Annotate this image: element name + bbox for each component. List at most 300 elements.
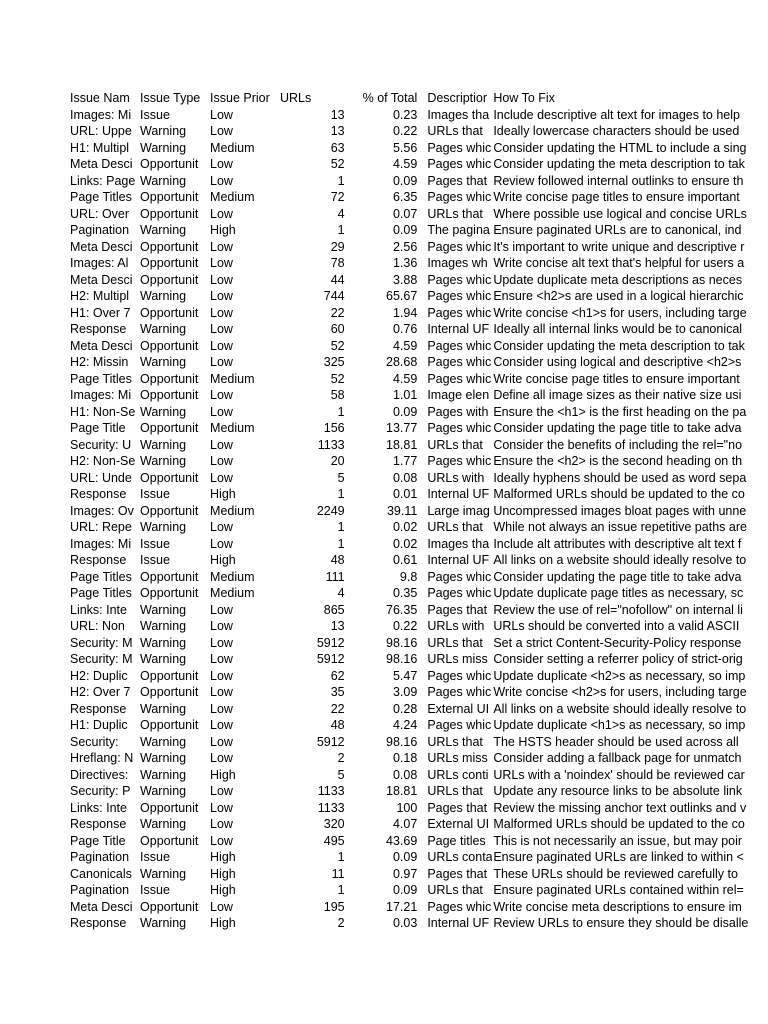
cell-urls[interactable]: 495 bbox=[323, 833, 345, 848]
cell-issue-type[interactable]: Warning bbox=[140, 602, 187, 617]
cell-percent-total[interactable]: 2.56 bbox=[392, 239, 418, 254]
cell-issue-name[interactable]: Pagination bbox=[70, 850, 130, 864]
cell-urls[interactable]: 35 bbox=[330, 685, 345, 699]
cell-issue-priority[interactable]: Low bbox=[210, 157, 233, 171]
cell-description[interactable]: URLs miss bbox=[427, 751, 488, 765]
cell-description[interactable]: Pages whic bbox=[427, 569, 492, 584]
cell-issue-type[interactable]: Issue bbox=[140, 850, 170, 864]
cell-issue-name[interactable]: Images: Al bbox=[70, 256, 129, 270]
cell-issue-name[interactable]: Meta Desci bbox=[70, 157, 133, 171]
cell-description[interactable]: URLs conta bbox=[427, 850, 493, 864]
cell-how-to-fix[interactable]: All links on a website should ideally resolve to bbox=[493, 701, 747, 716]
cell-how-to-fix[interactable]: Ensure the <h1> is the first heading on the pa bbox=[493, 404, 747, 419]
cell-issue-name[interactable]: URL: Unde bbox=[70, 470, 132, 485]
cell-percent-total[interactable]: 0.08 bbox=[392, 470, 418, 485]
cell-percent-total[interactable]: 1.94 bbox=[392, 305, 418, 320]
cell-how-to-fix[interactable]: Write concise page titles to ensure important bbox=[493, 371, 740, 386]
cell-issue-name[interactable]: Page Title bbox=[70, 833, 126, 848]
cell-issue-priority[interactable]: Low bbox=[210, 173, 233, 188]
cell-issue-name[interactable]: H2: Non-Se bbox=[70, 454, 136, 468]
cell-issue-priority[interactable]: Low bbox=[210, 652, 233, 666]
cell-description[interactable]: URLs that bbox=[427, 734, 483, 749]
cell-urls[interactable]: 1 bbox=[337, 404, 345, 419]
cell-issue-type[interactable]: Warning bbox=[140, 817, 187, 831]
cell-urls[interactable]: 1 bbox=[337, 520, 345, 534]
cell-percent-total[interactable]: 0.97 bbox=[392, 866, 418, 881]
cell-how-to-fix[interactable]: URLs should be converted into a valid ASCII bbox=[493, 619, 740, 633]
cell-issue-priority[interactable]: Low bbox=[210, 701, 233, 716]
cell-issue-type[interactable]: Warning bbox=[140, 784, 187, 798]
cell-urls[interactable]: 29 bbox=[330, 239, 345, 254]
cell-issue-priority[interactable]: Low bbox=[210, 602, 233, 617]
cell-percent-total[interactable]: 0.22 bbox=[392, 619, 418, 633]
cell-percent-total[interactable]: 76.35 bbox=[386, 602, 418, 617]
cell-description[interactable]: Pages whic bbox=[427, 338, 492, 353]
cell-percent-total[interactable]: 0.35 bbox=[392, 586, 418, 600]
cell-issue-type[interactable]: Warning bbox=[140, 734, 187, 749]
cell-issue-type[interactable]: Opportunit bbox=[140, 899, 199, 914]
cell-percent-total[interactable]: 3.09 bbox=[392, 685, 418, 699]
cell-issue-name[interactable]: Meta Desci bbox=[70, 338, 133, 353]
cell-percent-total[interactable]: 5.56 bbox=[392, 140, 418, 155]
cell-issue-type[interactable]: Opportunit bbox=[140, 685, 199, 699]
cell-description[interactable]: Pages that bbox=[427, 866, 488, 881]
cell-percent-total[interactable]: 100 bbox=[396, 800, 418, 815]
cell-issue-priority[interactable]: Low bbox=[210, 635, 233, 650]
cell-percent-total[interactable]: 0.07 bbox=[392, 206, 418, 221]
cell-issue-type[interactable]: Warning bbox=[140, 767, 187, 782]
cell-description[interactable]: URLs that bbox=[427, 437, 483, 452]
cell-percent-total[interactable]: 98.16 bbox=[386, 734, 418, 749]
cell-issue-type[interactable]: Issue bbox=[140, 487, 170, 501]
cell-urls[interactable]: 5912 bbox=[316, 652, 345, 666]
cell-how-to-fix[interactable]: Update duplicate meta descriptions as neces bbox=[493, 272, 743, 287]
cell-how-to-fix[interactable]: Write concise alt text that's helpful for users a bbox=[493, 256, 745, 270]
cell-urls[interactable]: 52 bbox=[330, 371, 345, 386]
cell-issue-priority[interactable]: High bbox=[210, 553, 236, 567]
header-issue-priority[interactable]: Issue Prior bbox=[210, 91, 270, 105]
header-issue-type[interactable]: Issue Type bbox=[140, 91, 201, 105]
cell-percent-total[interactable]: 0.28 bbox=[392, 701, 418, 716]
cell-issue-name[interactable]: Response bbox=[70, 553, 127, 567]
cell-description[interactable]: Pages whic bbox=[427, 421, 492, 435]
cell-description[interactable]: Pages whic bbox=[427, 140, 492, 155]
cell-percent-total[interactable]: 98.16 bbox=[386, 635, 418, 650]
cell-issue-type[interactable]: Opportunit bbox=[140, 190, 199, 204]
cell-issue-priority[interactable]: High bbox=[210, 850, 236, 864]
cell-issue-priority[interactable]: Low bbox=[210, 800, 233, 815]
cell-percent-total[interactable]: 4.24 bbox=[392, 718, 418, 732]
cell-issue-name[interactable]: Response bbox=[70, 817, 127, 831]
cell-issue-type[interactable]: Warning bbox=[140, 520, 187, 534]
cell-issue-type[interactable]: Opportunit bbox=[140, 586, 199, 600]
cell-urls[interactable]: 5912 bbox=[316, 635, 345, 650]
cell-how-to-fix[interactable]: Update duplicate <h2>s as necessary, so imp bbox=[493, 668, 746, 683]
cell-percent-total[interactable]: 4.59 bbox=[392, 157, 418, 171]
cell-description[interactable]: URLs that bbox=[427, 520, 483, 534]
cell-issue-name[interactable]: URL: Non bbox=[70, 619, 125, 633]
cell-issue-priority[interactable]: High bbox=[210, 767, 236, 782]
cell-urls[interactable]: 22 bbox=[330, 305, 345, 320]
cell-urls[interactable]: 1133 bbox=[317, 784, 345, 798]
cell-issue-type[interactable]: Warning bbox=[140, 173, 187, 188]
cell-percent-total[interactable]: 0.02 bbox=[392, 536, 418, 551]
cell-description[interactable]: Large imag bbox=[427, 503, 490, 518]
cell-percent-total[interactable]: 9.8 bbox=[399, 569, 418, 584]
cell-how-to-fix[interactable]: Malformed URLs should be updated to the co bbox=[493, 817, 745, 831]
cell-issue-name[interactable]: Response bbox=[70, 487, 127, 501]
cell-issue-name[interactable]: Page Titles bbox=[70, 190, 132, 204]
cell-how-to-fix[interactable]: Review the use of rel="nofollow" on internal li bbox=[493, 602, 743, 617]
cell-issue-type[interactable]: Opportunit bbox=[140, 470, 199, 485]
cell-percent-total[interactable]: 4.59 bbox=[392, 338, 418, 353]
cell-description[interactable]: Pages whic bbox=[427, 190, 492, 204]
cell-issue-name[interactable]: Security: bbox=[70, 734, 119, 749]
cell-how-to-fix[interactable]: Consider updating the page title to take adva bbox=[493, 421, 742, 435]
cell-urls[interactable]: 44 bbox=[330, 272, 345, 287]
cell-how-to-fix[interactable]: Write concise <h1>s for users, including targe bbox=[493, 305, 747, 320]
cell-description[interactable]: Pages whic bbox=[427, 371, 492, 386]
cell-issue-name[interactable]: Security: M bbox=[70, 652, 133, 666]
cell-urls[interactable]: 156 bbox=[323, 421, 345, 435]
cell-how-to-fix[interactable]: Ensure paginated URLs contained within rel= bbox=[493, 883, 744, 897]
cell-percent-total[interactable]: 1.01 bbox=[392, 388, 418, 402]
cell-how-to-fix[interactable]: Consider adding a fallback page for unmatch bbox=[493, 751, 742, 765]
cell-issue-priority[interactable]: High bbox=[210, 916, 236, 930]
cell-percent-total[interactable]: 18.81 bbox=[386, 784, 418, 798]
cell-issue-priority[interactable]: Low bbox=[210, 289, 233, 303]
cell-percent-total[interactable]: 1.36 bbox=[392, 256, 418, 270]
header-urls[interactable]: URLs bbox=[279, 91, 312, 105]
cell-how-to-fix[interactable]: Include descriptive alt text for images to help bbox=[493, 107, 740, 122]
cell-issue-type[interactable]: Warning bbox=[140, 437, 187, 452]
cell-how-to-fix[interactable]: Ensure paginated URLs are linked to within < bbox=[493, 850, 744, 864]
cell-percent-total[interactable]: 3.88 bbox=[392, 272, 418, 287]
cell-how-to-fix[interactable]: Include alt attributes with descriptive alt text f bbox=[493, 536, 742, 551]
cell-how-to-fix[interactable]: Ensure <h2>s are used in a logical hierarchic bbox=[493, 289, 744, 303]
cell-issue-name[interactable]: Response bbox=[70, 322, 127, 336]
cell-issue-type[interactable]: Warning bbox=[140, 355, 187, 369]
cell-description[interactable]: Pages whic bbox=[427, 289, 492, 303]
cell-how-to-fix[interactable]: Ensure paginated URLs are to canonical, ind bbox=[493, 223, 742, 237]
cell-issue-priority[interactable]: Medium bbox=[210, 140, 255, 155]
cell-issue-priority[interactable]: Low bbox=[210, 338, 233, 353]
cell-percent-total[interactable]: 0.61 bbox=[392, 553, 418, 567]
cell-issue-priority[interactable]: Low bbox=[210, 272, 233, 287]
cell-issue-name[interactable]: Images: Mi bbox=[70, 388, 132, 402]
cell-percent-total[interactable]: 4.59 bbox=[392, 371, 418, 386]
cell-issue-type[interactable]: Warning bbox=[140, 635, 187, 650]
cell-issue-type[interactable]: Opportunit bbox=[140, 305, 199, 320]
cell-percent-total[interactable]: 98.16 bbox=[386, 652, 418, 666]
cell-description[interactable]: Pages whic bbox=[427, 685, 492, 699]
cell-urls[interactable]: 1133 bbox=[317, 437, 345, 452]
header-percent-total[interactable]: % of Total bbox=[362, 91, 418, 105]
cell-issue-type[interactable]: Opportunit bbox=[140, 833, 199, 848]
cell-issue-name[interactable]: Links: Page bbox=[70, 173, 136, 188]
cell-urls[interactable]: 13 bbox=[330, 124, 345, 138]
cell-issue-priority[interactable]: Low bbox=[210, 520, 233, 534]
cell-percent-total[interactable]: 43.69 bbox=[386, 833, 418, 848]
cell-urls[interactable]: 5 bbox=[337, 470, 345, 485]
cell-issue-name[interactable]: Meta Desci bbox=[70, 272, 133, 287]
cell-issue-name[interactable]: Security: U bbox=[70, 437, 132, 452]
cell-how-to-fix[interactable]: The HSTS header should be used across all bbox=[493, 734, 739, 749]
cell-urls[interactable]: 2249 bbox=[316, 503, 345, 518]
cell-how-to-fix[interactable]: Review URLs to ensure they should be disalle bbox=[493, 916, 749, 930]
cell-percent-total[interactable]: 5.47 bbox=[392, 668, 418, 683]
cell-description[interactable]: Pages whic bbox=[427, 668, 492, 683]
cell-percent-total[interactable]: 1.77 bbox=[392, 454, 418, 468]
cell-issue-priority[interactable]: Low bbox=[210, 124, 233, 138]
cell-description[interactable]: URLs that bbox=[427, 883, 483, 897]
cell-how-to-fix[interactable]: All links on a website should ideally resolve to bbox=[493, 553, 747, 567]
cell-issue-type[interactable]: Opportunit bbox=[140, 206, 199, 221]
cell-percent-total[interactable]: 0.23 bbox=[392, 107, 418, 122]
cell-issue-priority[interactable]: Low bbox=[210, 718, 233, 732]
cell-how-to-fix[interactable]: Consider updating the meta description to tak bbox=[493, 157, 745, 171]
cell-issue-priority[interactable]: Medium bbox=[210, 371, 255, 386]
cell-issue-type[interactable]: Opportunit bbox=[140, 157, 199, 171]
cell-urls[interactable]: 4 bbox=[337, 206, 345, 221]
cell-issue-type[interactable]: Opportunit bbox=[140, 239, 199, 254]
cell-issue-type[interactable]: Warning bbox=[140, 866, 187, 881]
cell-issue-priority[interactable]: Low bbox=[210, 256, 233, 270]
cell-issue-priority[interactable]: Low bbox=[210, 751, 233, 765]
cell-how-to-fix[interactable]: While not always an issue repetitive paths are bbox=[493, 520, 747, 534]
cell-issue-priority[interactable]: Low bbox=[210, 437, 233, 452]
cell-issue-priority[interactable]: High bbox=[210, 883, 236, 897]
cell-urls[interactable]: 60 bbox=[330, 322, 345, 336]
cell-issue-priority[interactable]: High bbox=[210, 866, 236, 881]
cell-issue-type[interactable]: Issue bbox=[140, 536, 170, 551]
cell-urls[interactable]: 1 bbox=[337, 223, 345, 237]
cell-how-to-fix[interactable]: Consider updating the meta description to tak bbox=[493, 338, 745, 353]
cell-issue-priority[interactable]: Low bbox=[210, 355, 233, 369]
cell-description[interactable]: URLs miss bbox=[427, 652, 488, 666]
cell-how-to-fix[interactable]: Write concise meta descriptions to ensure im bbox=[493, 899, 742, 914]
cell-urls[interactable]: 1 bbox=[337, 536, 345, 551]
cell-issue-name[interactable]: Page Titles bbox=[70, 586, 132, 600]
cell-issue-name[interactable]: URL: Over bbox=[70, 206, 130, 221]
cell-issue-priority[interactable]: Low bbox=[210, 784, 233, 798]
cell-percent-total[interactable]: 0.08 bbox=[392, 767, 418, 782]
cell-issue-name[interactable]: Canonicals bbox=[70, 866, 132, 881]
cell-urls[interactable]: 744 bbox=[323, 289, 345, 303]
cell-description[interactable]: URLs with bbox=[427, 619, 485, 633]
cell-urls[interactable]: 22 bbox=[330, 701, 345, 716]
cell-description[interactable]: Image elen bbox=[427, 388, 490, 402]
cell-description[interactable]: URLs conti bbox=[427, 767, 489, 782]
cell-description[interactable]: Pages whic bbox=[427, 454, 492, 468]
cell-issue-type[interactable]: Warning bbox=[140, 619, 187, 633]
cell-description[interactable]: Page titles bbox=[427, 833, 486, 848]
cell-description[interactable]: URLs with bbox=[427, 470, 485, 485]
cell-issue-type[interactable]: Warning bbox=[140, 223, 187, 237]
cell-urls[interactable]: 62 bbox=[330, 668, 345, 683]
cell-how-to-fix[interactable]: Write concise page titles to ensure important bbox=[493, 190, 740, 204]
cell-issue-name[interactable]: H1: Multipl bbox=[70, 140, 130, 155]
cell-percent-total[interactable]: 0.18 bbox=[392, 751, 418, 765]
cell-issue-name[interactable]: Response bbox=[70, 701, 127, 716]
cell-how-to-fix[interactable]: Ideally lowercase characters should be used bbox=[493, 124, 740, 138]
cell-how-to-fix[interactable]: Consider setting a referrer policy of strict-orig bbox=[493, 652, 743, 666]
cell-issue-type[interactable]: Warning bbox=[140, 652, 187, 666]
cell-urls[interactable]: 11 bbox=[331, 866, 345, 881]
cell-urls[interactable]: 58 bbox=[330, 388, 345, 402]
cell-urls[interactable]: 78 bbox=[330, 256, 345, 270]
cell-issue-name[interactable]: H1: Duplic bbox=[70, 718, 128, 732]
cell-issue-type[interactable]: Opportunit bbox=[140, 272, 199, 287]
cell-description[interactable]: Pages whic bbox=[427, 239, 492, 254]
cell-issue-type[interactable]: Opportunit bbox=[140, 800, 199, 815]
cell-description[interactable]: External UI bbox=[427, 701, 490, 716]
cell-issue-name[interactable]: H2: Missin bbox=[70, 355, 129, 369]
cell-issue-priority[interactable]: High bbox=[210, 487, 236, 501]
cell-how-to-fix[interactable]: This is not necessarily an issue, but may poir bbox=[493, 833, 743, 848]
cell-description[interactable]: Pages that bbox=[427, 800, 488, 815]
cell-issue-name[interactable]: Security: M bbox=[70, 635, 133, 650]
cell-issue-priority[interactable]: Medium bbox=[210, 569, 255, 584]
cell-urls[interactable]: 320 bbox=[323, 817, 345, 831]
cell-issue-name[interactable]: H2: Multipl bbox=[70, 289, 130, 303]
cell-issue-priority[interactable]: Low bbox=[210, 322, 233, 336]
cell-percent-total[interactable]: 0.76 bbox=[392, 322, 418, 336]
cell-issue-name[interactable]: Pagination bbox=[70, 883, 130, 897]
cell-description[interactable]: Images tha bbox=[427, 536, 490, 551]
cell-issue-name[interactable]: H1: Over 7 bbox=[70, 305, 131, 320]
cell-how-to-fix[interactable]: Ideally hyphens should be used as word sepa bbox=[493, 470, 747, 485]
cell-how-to-fix[interactable]: Update duplicate page titles as necessary, sc bbox=[493, 586, 744, 600]
cell-issue-type[interactable]: Warning bbox=[140, 404, 187, 419]
cell-how-to-fix[interactable]: Consider the benefits of including the rel="no bbox=[493, 437, 743, 452]
cell-issue-name[interactable]: Response bbox=[70, 916, 127, 930]
cell-issue-type[interactable]: Warning bbox=[140, 916, 187, 930]
cell-description[interactable]: Pages with bbox=[427, 404, 489, 419]
header-issue-name[interactable]: Issue Nam bbox=[70, 91, 130, 105]
cell-issue-priority[interactable]: Low bbox=[210, 388, 233, 402]
cell-issue-priority[interactable]: Low bbox=[210, 470, 233, 485]
cell-issue-type[interactable]: Opportunit bbox=[140, 503, 199, 518]
cell-description[interactable]: Pages whic bbox=[427, 899, 492, 914]
cell-issue-name[interactable]: Page Titles bbox=[70, 371, 132, 386]
cell-urls[interactable]: 5 bbox=[337, 767, 345, 782]
cell-how-to-fix[interactable]: Review followed internal outlinks to ensure th bbox=[493, 173, 744, 188]
cell-issue-priority[interactable]: Low bbox=[210, 668, 233, 683]
cell-how-to-fix[interactable]: Ideally all internal links would be to canonical bbox=[493, 322, 743, 336]
cell-urls[interactable]: 48 bbox=[330, 718, 345, 732]
cell-description[interactable]: Pages whic bbox=[427, 305, 492, 320]
cell-issue-name[interactable]: URL: Uppe bbox=[70, 124, 132, 138]
cell-issue-name[interactable]: Security: P bbox=[70, 784, 131, 798]
cell-percent-total[interactable]: 18.81 bbox=[386, 437, 418, 452]
cell-issue-name[interactable]: Links: Inte bbox=[70, 602, 127, 617]
cell-issue-type[interactable]: Opportunit bbox=[140, 338, 199, 353]
cell-issue-priority[interactable]: Low bbox=[210, 107, 233, 122]
cell-issue-name[interactable]: H2: Duplic bbox=[70, 668, 128, 683]
cell-issue-name[interactable]: Hreflang: N bbox=[70, 751, 134, 765]
cell-description[interactable]: URLs that bbox=[427, 635, 483, 650]
cell-urls[interactable]: 4 bbox=[337, 586, 345, 600]
cell-issue-type[interactable]: Warning bbox=[140, 701, 187, 716]
cell-how-to-fix[interactable]: Review the missing anchor text outlinks and v bbox=[493, 800, 747, 815]
cell-how-to-fix[interactable]: Update duplicate <h1>s as necessary, so imp bbox=[493, 718, 746, 732]
cell-urls[interactable]: 1 bbox=[337, 883, 345, 897]
cell-issue-type[interactable]: Opportunit bbox=[140, 668, 199, 683]
cell-description[interactable]: The pagina bbox=[427, 223, 490, 237]
cell-how-to-fix[interactable]: Consider using logical and descriptive <h2>s bbox=[493, 355, 742, 369]
cell-urls[interactable]: 195 bbox=[323, 899, 345, 914]
cell-description[interactable]: Internal UF bbox=[427, 487, 490, 501]
cell-issue-priority[interactable]: Medium bbox=[210, 421, 255, 435]
cell-issue-name[interactable]: Page Titles bbox=[70, 569, 132, 584]
cell-description[interactable]: Pages whic bbox=[427, 586, 492, 600]
cell-percent-total[interactable]: 0.22 bbox=[392, 124, 418, 138]
cell-description[interactable]: Internal UF bbox=[427, 553, 490, 567]
cell-percent-total[interactable]: 0.09 bbox=[392, 850, 418, 864]
cell-issue-name[interactable]: Pagination bbox=[70, 223, 130, 237]
cell-issue-priority[interactable]: Low bbox=[210, 685, 233, 699]
cell-issue-name[interactable]: Directives: bbox=[70, 767, 129, 782]
cell-urls[interactable]: 52 bbox=[330, 157, 345, 171]
cell-description[interactable]: Internal UF bbox=[427, 322, 490, 336]
cell-how-to-fix[interactable]: Consider updating the HTML to include a sing bbox=[493, 140, 747, 155]
cell-issue-priority[interactable]: Medium bbox=[210, 503, 255, 518]
cell-issue-type[interactable]: Issue bbox=[140, 107, 170, 122]
cell-issue-type[interactable]: Opportunit bbox=[140, 569, 199, 584]
cell-issue-type[interactable]: Warning bbox=[140, 140, 187, 155]
cell-issue-type[interactable]: Warning bbox=[140, 289, 187, 303]
cell-how-to-fix[interactable]: Define all image sizes as their native size usi bbox=[493, 388, 742, 402]
cell-issue-priority[interactable]: Low bbox=[210, 536, 233, 551]
cell-description[interactable]: URLs that bbox=[427, 124, 483, 138]
header-description[interactable]: Descriptior bbox=[427, 91, 488, 105]
cell-urls[interactable]: 111 bbox=[325, 569, 345, 584]
header-how-to-fix[interactable]: How To Fix bbox=[493, 91, 555, 105]
cell-issue-type[interactable]: Opportunit bbox=[140, 388, 199, 402]
cell-urls[interactable]: 325 bbox=[323, 355, 345, 369]
cell-description[interactable]: Pages whic bbox=[427, 718, 492, 732]
cell-description[interactable]: URLs that bbox=[427, 206, 483, 221]
cell-issue-priority[interactable]: High bbox=[210, 223, 236, 237]
cell-urls[interactable]: 2 bbox=[337, 751, 345, 765]
cell-issue-priority[interactable]: Low bbox=[210, 206, 233, 221]
cell-urls[interactable]: 13 bbox=[330, 619, 345, 633]
cell-urls[interactable]: 865 bbox=[323, 602, 345, 617]
cell-urls[interactable]: 5912 bbox=[316, 734, 345, 749]
cell-issue-name[interactable]: Page Title bbox=[70, 421, 126, 435]
cell-issue-type[interactable]: Opportunit bbox=[140, 718, 199, 732]
cell-issue-type[interactable]: Issue bbox=[140, 553, 170, 567]
cell-urls[interactable]: 63 bbox=[330, 140, 345, 155]
cell-issue-priority[interactable]: Low bbox=[210, 239, 233, 254]
cell-issue-type[interactable]: Warning bbox=[140, 322, 187, 336]
cell-issue-priority[interactable]: Low bbox=[210, 817, 233, 831]
cell-description[interactable]: Pages that bbox=[427, 173, 488, 188]
cell-how-to-fix[interactable]: These URLs should be reviewed carefully to bbox=[493, 866, 738, 881]
cell-urls[interactable]: 1 bbox=[337, 173, 345, 188]
cell-percent-total[interactable]: 0.09 bbox=[392, 223, 418, 237]
cell-how-to-fix[interactable]: Write concise <h2>s for users, including targe bbox=[493, 685, 747, 699]
cell-issue-type[interactable]: Opportunit bbox=[140, 421, 199, 435]
cell-description[interactable]: URLs that bbox=[427, 784, 483, 798]
cell-percent-total[interactable]: 4.07 bbox=[392, 817, 418, 831]
cell-percent-total[interactable]: 13.77 bbox=[386, 421, 418, 435]
cell-issue-type[interactable]: Warning bbox=[140, 751, 187, 765]
cell-issue-priority[interactable]: Medium bbox=[210, 586, 255, 600]
cell-percent-total[interactable]: 0.01 bbox=[392, 487, 418, 501]
cell-how-to-fix[interactable]: Set a strict Content-Security-Policy response bbox=[493, 635, 742, 650]
